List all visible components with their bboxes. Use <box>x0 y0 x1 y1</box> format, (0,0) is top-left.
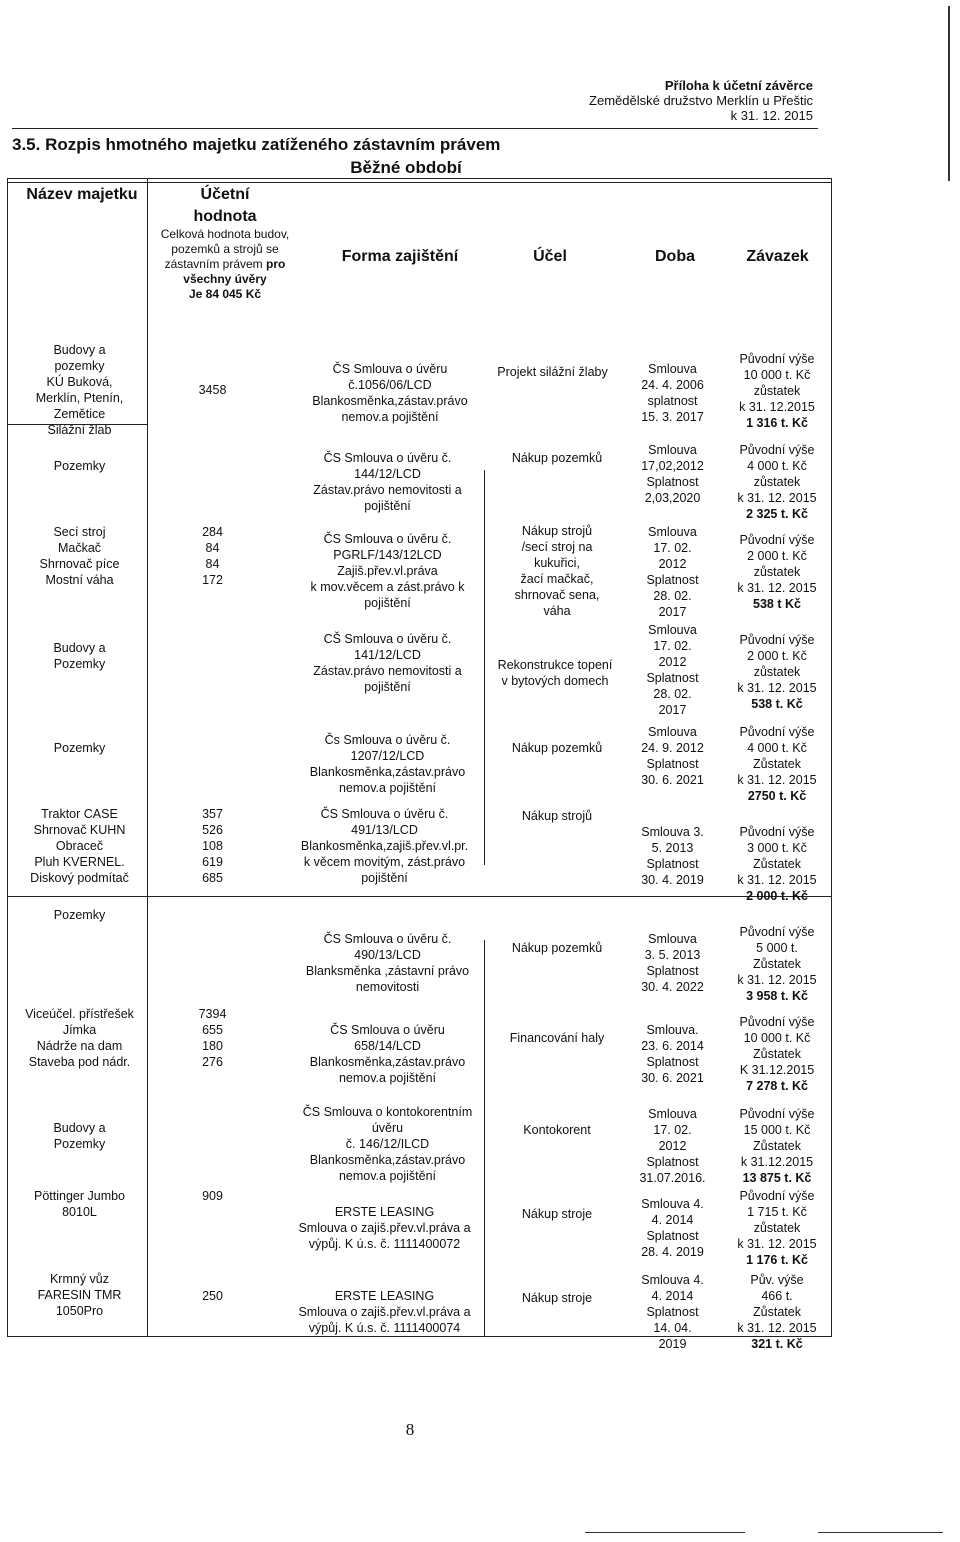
column-divider <box>147 178 148 1337</box>
row-2-liability: Původní výše 4 000 t. Kč zůstatek k 31. 12. 2015 2 325 t. Kč <box>737 443 817 521</box>
row-11-liability: Pův. výše 466 t. Zůstatek k 31. 12. 2015 321 t. Kč <box>737 1273 817 1351</box>
row-5-liability: Původní výše 4 000 t. Kč Zůstatek k 31. 12. 2015 2750 t. Kč <box>737 725 817 803</box>
row-1-term: Smlouva 24. 4. 2006 splatnost 15. 3. 2017 <box>641 362 704 424</box>
row-5-form: Čs Smlouva o úvěru č. 1207/12/LCD Blankosměnka,zástav.právo nemov.a pojištění <box>309 733 466 795</box>
col-header-purpose: Účel <box>533 248 567 265</box>
row-4-form: CŠ Smlouva o úvěru č. 141/12/LCD Zástav.právo nemovitosti a pojištění <box>313 632 462 694</box>
row-2-purpose: Nákup pozemků <box>511 451 603 465</box>
row-7-form: ČS Smlouva o úvěru č. 490/13/LCD Blanksměnka ,zástavní právo nemovitosti <box>305 932 470 994</box>
value-note-bold: pro všechny úvěry <box>183 257 286 286</box>
row-10-form: ERSTE LEASING Smlouva o zajiš.přev.vl.práva a výpůj. K ú.s. č. 1111400072 <box>298 1205 471 1251</box>
row-11-term: Smlouva 4. 4. 2014 Splatnost 14. 04. 2019 <box>641 1273 704 1351</box>
table-rule <box>7 182 832 183</box>
row-11-name: Krmný vůz FARESIN TMR 1050Pro <box>37 1272 122 1318</box>
row-11-value: 250 <box>202 1289 223 1303</box>
row-8-purpose: Financování haly <box>509 1031 605 1045</box>
footer-rule <box>585 1532 745 1533</box>
row-8-liability: Původní výše 10 000 t. Kč Zůstatek K 31.12.2015 7 278 t. Kč <box>739 1015 815 1093</box>
row-6-name: Traktor CASE Shrnovač KUHN Obraceč Pluh KVERNEL. Diskový podmítač <box>30 807 129 885</box>
row-3-value: 284 84 84 172 <box>202 525 223 587</box>
row-2-term: Smlouva 17,02,2012 Splatnost 2,03,2020 <box>641 443 704 505</box>
col-header-liability: Závazek <box>746 248 809 265</box>
row-8-value: 7394 655 180 276 <box>198 1007 227 1069</box>
page-number: 8 <box>405 1420 415 1439</box>
row-4-name: Budovy a Pozemky <box>53 641 106 671</box>
row-3-term: Smlouva 17. 02. 2012 Splatnost 28. 02. 2017 <box>646 525 699 619</box>
col-header-name: Název majetku <box>26 186 138 203</box>
row-6-value: 357 526 108 619 685 <box>202 807 223 885</box>
row-7-liability: Původní výše 5 000 t. Zůstatek k 31. 12. 2015 3 958 t. Kč <box>737 925 817 1003</box>
row-10-name: Pöttinger Jumbo 8010L <box>33 1189 126 1219</box>
row-4-purpose: Rekonstrukce topení v bytových domech <box>497 658 613 688</box>
row-1-liability: Původní výše 10 000 t. Kč zůstatek k 31. 12.2015 1 316 t. Kč <box>739 352 815 430</box>
row-4-term: Smlouva 17. 02. 2012 Splatnost 28. 02. 2017 <box>646 623 699 717</box>
row-6-liability: Původní výše 3 000 t. Kč Zůstatek k 31. 12. 2015 2 000 t. Kč <box>737 825 817 903</box>
row-3-name: Secí stroj Mačkač Shrnovač píce Mostní váha <box>39 525 120 587</box>
row-5-term: Smlouva 24. 9. 2012 Splatnost 30. 6. 2021 <box>641 725 704 787</box>
row-8-term: Smlouva. 23. 6. 2014 Splatnost 30. 6. 2021 <box>641 1023 704 1085</box>
row-5-purpose: Nákup pozemků <box>511 741 603 755</box>
document-header <box>589 78 813 123</box>
row-3-purpose: Nákup strojů /secí stroj na kukuřici, žací mačkač, shrnovač sena, váha <box>514 524 600 618</box>
header-date: k 31. 12. 2015 <box>730 108 813 123</box>
row-6-purpose: Nákup strojů <box>521 809 593 823</box>
col-header-value-a: Účetní <box>200 186 250 203</box>
row-11-purpose: Nákup stroje <box>521 1291 593 1305</box>
row-1-value: 3458 <box>198 383 227 397</box>
row-10-purpose: Nákup stroje <box>521 1207 593 1221</box>
row-8-name: Viceúčel. přístřešek Jímka Nádrže na dam Staveba pod nádr. <box>25 1007 134 1069</box>
row-6-form: ČS Smlouva o úvěru č. 491/13/LCD Blankosměnka,zajiš.přev.vl.pr. k věcem movitým, zást.právo pojištění <box>300 807 469 885</box>
row-6-term: Smlouva 3. 5. 2013 Splatnost 30. 4. 2019 <box>641 825 704 887</box>
row-3-form: ČS Smlouva o úvěru č. PGRLF/143/12LCD Zajiš.přev.vl.práva k mov.věcem a zást.právo k pojištění <box>310 532 465 610</box>
row-9-liability: Původní výše 15 000 t. Kč Zůstatek k 31.12.2015 13 875 t. Kč <box>739 1107 815 1185</box>
row-2-form: ČS Smlouva o úvěru č. 144/12/LCD Zástav.právo nemovitosti a pojištění <box>313 451 462 513</box>
row-rule <box>7 424 147 425</box>
row-11-form: ERSTE LEASING Smlouva o zajiš.přev.vl.práva a výpůj. K ú.s. č. 1111400074 <box>298 1289 471 1335</box>
row-9-form: ČS Smlouva o kontokorentním úvěru č. 146/12/ILCD Blankosměnka,zástav.právo nemov.a pojištění <box>302 1105 473 1183</box>
row-1-purpose: Projekt silážní žlaby <box>497 365 608 379</box>
footer-rule <box>818 1532 943 1533</box>
value-total: Je 84 045 Kč <box>188 287 262 301</box>
col-header-form: Forma zajištění <box>341 248 459 265</box>
row-10-liability: Původní výše 1 715 t. Kč zůstatek k 31. 12. 2015 1 176 t. Kč <box>737 1189 817 1267</box>
row-8-form: ČS Smlouva o úvěru 658/14/LCD Blankosměnka,zástav.právo nemov.a pojištění <box>309 1023 466 1085</box>
row-1-name: Budovy a pozemky KÚ Buková, Merklín, Ptenín, Zemětice Silážní žlab <box>35 343 124 437</box>
value-note-text: Celková hodnota budov, pozemků a strojů se zástavním právem <box>160 227 290 271</box>
header-company: Zemědělské družstvo Merklín u Přeštic <box>589 93 813 108</box>
row-3-liability: Původní výše 2 000 t. Kč zůstatek k 31. 12. 2015 538 t Kč <box>737 533 817 611</box>
scan-edge-mark <box>948 6 950 181</box>
section-title: 3.5. Rozpis hmotného majetku zatíženého zástavním právem <box>12 135 501 154</box>
col-header-value-note <box>150 227 300 302</box>
row-4-liability: Původní výše 2 000 t. Kč zůstatek k 31. 12. 2015 538 t. Kč <box>737 633 817 711</box>
row-7-term: Smlouva 3. 5. 2013 Splatnost 30. 4. 2022 <box>641 932 704 994</box>
row-9-name: Budovy a Pozemky <box>53 1121 106 1151</box>
row-7-name: Pozemky <box>53 908 106 922</box>
row-5-name: Pozemky <box>53 741 106 755</box>
period-label: Běžné období <box>350 158 462 177</box>
header-title: Příloha k účetní závěrce <box>664 78 813 93</box>
col-header-term: Doba <box>655 248 695 265</box>
col-header-value-b: hodnota <box>193 208 257 225</box>
row-7-purpose: Nákup pozemků <box>511 941 603 955</box>
row-1-form: ČS Smlouva o úvěru č.1056/06/LCD Blankosměnka,zástav.právo nemov.a pojištění <box>312 362 468 424</box>
row-2-name: Pozemky <box>53 459 106 473</box>
row-10-term: Smlouva 4. 4. 2014 Splatnost 28. 4. 2019 <box>641 1197 704 1259</box>
row-10-value: 909 <box>202 1189 223 1203</box>
row-9-purpose: Kontokorent <box>523 1123 591 1137</box>
row-9-term: Smlouva 17. 02. 2012 Splatnost 31.07.2016. <box>639 1107 706 1185</box>
header-rule <box>12 128 818 129</box>
